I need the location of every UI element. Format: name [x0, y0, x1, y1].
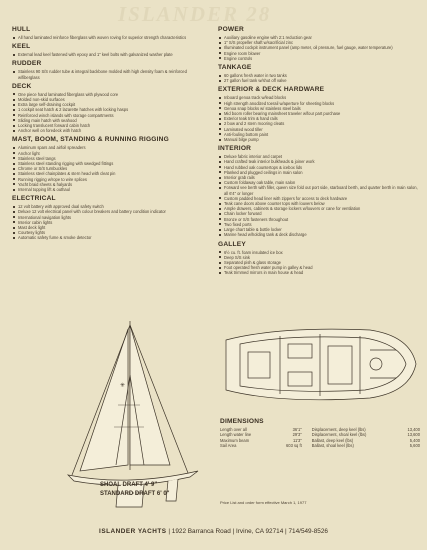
feature-item: Separated pish & glass storage: [218, 260, 418, 265]
section-title: TANKAGE: [218, 64, 252, 72]
left-section: [12, 43, 208, 57]
section-title: ELECTRICAL: [12, 195, 56, 203]
feature-item: Manual bilge pump: [218, 137, 418, 142]
left-section: [12, 83, 208, 134]
left-section: [12, 136, 208, 192]
dimension-cell: Sail Area: [220, 443, 237, 449]
feature-list: [218, 95, 418, 142]
feature-item: Planked and plugged ceilings in main salon: [218, 170, 418, 175]
feature-item: Teak cane doors above counter tops with louvers below: [218, 201, 418, 206]
dimension-cell: 603 sq ft: [286, 443, 302, 449]
feature-item: Deluxe 12 volt electrical panel with colour breakers and battery condition indicator: [12, 209, 208, 214]
feature-item: Courtesy lights: [12, 230, 208, 235]
dimension-cell: 5,600: [409, 443, 420, 449]
footer-separator: |: [168, 528, 171, 535]
feature-item: Anchor light: [12, 151, 208, 156]
feature-item: Stainless steel tangs: [12, 156, 208, 161]
right-section: [218, 145, 418, 237]
feature-item: Mid boom roller bearing mainsheet traveler w/four part purchase: [218, 111, 418, 116]
left-section: [12, 60, 208, 79]
feature-item: Hand rubbed oak countertops & icebox lids: [218, 165, 418, 170]
left-section: [12, 26, 208, 40]
company-phone: 714/549-8526: [288, 528, 328, 535]
feature-item: Automatic safety fume & smoke detector: [12, 235, 208, 240]
svg-text:✳: ✳: [120, 383, 126, 389]
feature-item: Reinforced winch islands with storage compartments: [12, 113, 208, 118]
footer: [0, 528, 427, 535]
dimension-cell: Displacement, shoal keel (lbs): [311, 432, 367, 438]
dimension-cell: Ballast, deep keel (lbs): [311, 437, 354, 443]
left-section: [12, 195, 208, 240]
feature-item: Forward vee berth with filler, queen size fold out port side, starboard berth, and quarter berth in main salon, all 6'4" or longer: [218, 185, 418, 195]
feature-item: Illuminated cockpit instrument panel (amp meter, oil pressure, fuel gauge, water temperature): [218, 45, 418, 50]
company-city: Irvine, CA 92714: [236, 528, 284, 535]
feature-item: Anti-fouling bottom paint: [218, 132, 418, 137]
company-address: 1922 Barranca Road: [171, 528, 231, 535]
dimension-row: [220, 443, 420, 448]
feature-item: External lead keel fastened with epoxy and 1" keel bolts with galvanized washer plate: [12, 52, 208, 57]
feature-list: [12, 69, 208, 79]
draft-labels: [100, 481, 170, 499]
dimension-cell: Length water line: [220, 432, 252, 438]
right-section: [218, 64, 418, 83]
feature-list: [12, 145, 208, 192]
feature-item: Ample drawers, cabinets & storage lockers w/louvers or cane for ventilation: [218, 206, 418, 211]
section-title: DECK: [12, 82, 32, 90]
feature-list: [12, 52, 208, 57]
feature-item: Mast deck light: [12, 225, 208, 230]
feature-item: International navigation lights: [12, 215, 208, 220]
section-title: KEEL: [12, 43, 31, 51]
feature-list: [12, 35, 208, 40]
feature-item: Large chart table & bottle locker: [218, 227, 418, 232]
feature-item: Bronze or S/S fasteners throughout: [218, 217, 418, 222]
feature-item: Anchor well on foredeck with hatch: [12, 128, 208, 133]
deck-plan-drawing: [220, 322, 420, 408]
dimension-cell: 29'3": [292, 432, 302, 438]
feature-item: Stainless steel chainplates & stern head with cleat pin: [12, 171, 208, 176]
feature-item: Running rigging w/rope to wire splices: [12, 177, 208, 182]
dimensions-section: [220, 418, 420, 449]
feature-item: Deluxe fabric interior and carpet: [218, 154, 418, 159]
feature-item: Auxiliary gasoline engine with 2:1 reduction gear: [218, 35, 418, 40]
feature-item: Genoa snap blocks w/ stainless steel bails: [218, 106, 418, 111]
section-title: GALLEY: [218, 240, 246, 248]
company-name: ISLANDER YACHTS: [99, 528, 167, 535]
feature-item: Extra large self-draining cockpit: [12, 102, 208, 107]
price-note: Price List and order form effective March 1, 1977: [220, 500, 307, 505]
dimension-cell: 36'1": [292, 427, 302, 432]
feature-item: Teak trimmed mirrors in main house & head: [218, 270, 418, 275]
section-title: HULL: [12, 26, 31, 33]
feature-item: One piece hand laminated fiberglass with plywood core: [12, 92, 208, 97]
dimensions-table: [220, 427, 420, 449]
feature-item: Stainless 90 S/S rudder tube & integral backbone molded with high density foam & reinforced w/fiberglass: [12, 69, 208, 79]
feature-item: Sliding main hatch with seahood: [12, 118, 208, 123]
feature-item: Aluminum spars and airfoil spreaders: [12, 145, 208, 150]
section-title: MAST, BOOM, STANDING & RUNNING RIGGING: [12, 136, 169, 144]
section-title: EXTERIOR & DECK HARDWARE: [218, 86, 325, 94]
section-title: INTERIOR: [218, 145, 252, 153]
feature-item: Exterior teak trim & hand rails: [218, 116, 418, 121]
feature-item: Marine head w/holding tank & deck discharge: [218, 232, 418, 237]
feature-item: Chain locker forward: [218, 211, 418, 216]
section-title: POWER: [218, 26, 244, 33]
left-column: [12, 26, 208, 244]
feature-item: Custom foldaway oak table, main salon: [218, 180, 418, 185]
feature-item: Chrome or S/S turnbuckles: [12, 166, 208, 171]
feature-list: [218, 250, 418, 276]
dimension-cell: 13,400: [407, 427, 420, 432]
right-section: [218, 86, 418, 142]
feature-item: Yacht braid sheets & halyards: [12, 182, 208, 187]
feature-item: Engine controls: [218, 56, 418, 61]
standard-draft-label: STANDARD DRAFT 6' 0": [100, 491, 170, 497]
dimension-cell: 13,600: [407, 432, 420, 438]
footer-separator: |: [232, 528, 235, 535]
feature-item: 6½ cu. ft. foam insulated ice box: [218, 250, 418, 255]
feature-item: Deep S/S sink: [218, 255, 418, 260]
dimension-cell: 11'3": [292, 437, 302, 443]
feature-item: Laminated wood tiller: [218, 127, 418, 132]
right-section: [218, 26, 418, 61]
footer-separator: |: [285, 528, 287, 535]
section-title: RUDDER: [12, 60, 42, 68]
feature-item: 2 bow and 2 stern mooring cleats: [218, 121, 418, 126]
feature-item: Locking translucent forward cabin hatch: [12, 123, 208, 128]
feature-item: All hand laminated reinforce fiberglass with woven roving for superior strength characteristics: [12, 35, 208, 40]
dimension-cell: Displacement, deep keel (lbs): [311, 427, 366, 432]
shoal-draft-label: SHOAL DRAFT 4' 9": [100, 482, 158, 488]
feature-item: Foot operated fresh water pump in galley & head: [218, 265, 418, 270]
feature-item: Stainless steel standing rigging with swedged fittings: [12, 161, 208, 166]
feature-list: [12, 204, 208, 240]
feature-item: Internal topping lift & outhaul: [12, 187, 208, 192]
feature-item: Molded non-skid surfaces: [12, 97, 208, 102]
feature-item: 1" S/S propeller shaft w/sacrificial zinc: [218, 40, 418, 45]
feature-list: [218, 73, 418, 83]
feature-item: Custom padded head liner with zippers for access to deck hardware: [218, 196, 418, 201]
dimension-cell: Length over all: [220, 427, 247, 432]
feature-item: High strength anodized toerail w/aperture for sheeting blocks: [218, 101, 418, 106]
dimension-cell: Ballast, shoal keel (lbs): [311, 443, 354, 449]
feature-list: [218, 35, 418, 61]
feature-item: Interior grab rails: [218, 175, 418, 180]
feature-item: Two fixed ports: [218, 222, 418, 227]
watermark-logo: ISLANDER 28: [118, 2, 272, 26]
feature-item: Interior cabin lights: [12, 220, 208, 225]
right-column: [218, 26, 418, 279]
dimension-cell: Maximum beam: [220, 437, 250, 443]
feature-item: 60 gallons fresh water in two tanks: [218, 73, 418, 78]
dimensions-title: DIMENSIONS: [220, 418, 264, 425]
feature-list: [218, 154, 418, 237]
feature-item: Engine room blower: [218, 51, 418, 56]
feature-item: Hand crafted teak interior bulkheads & joiner work: [218, 159, 418, 164]
feature-item: 27 gallon fuel tank w/shut off valve: [218, 78, 418, 83]
feature-item: Inboard genoa track w/lead blocks: [218, 95, 418, 100]
right-section: [218, 241, 418, 276]
dimension-cell: 5,400: [409, 437, 420, 443]
feature-item: 1 cockpit seat hatch & 2 lazarette hatches with locking hasps: [12, 107, 208, 112]
feature-list: [12, 92, 208, 134]
feature-item: 12 volt battery with approved dual safety switch: [12, 204, 208, 209]
